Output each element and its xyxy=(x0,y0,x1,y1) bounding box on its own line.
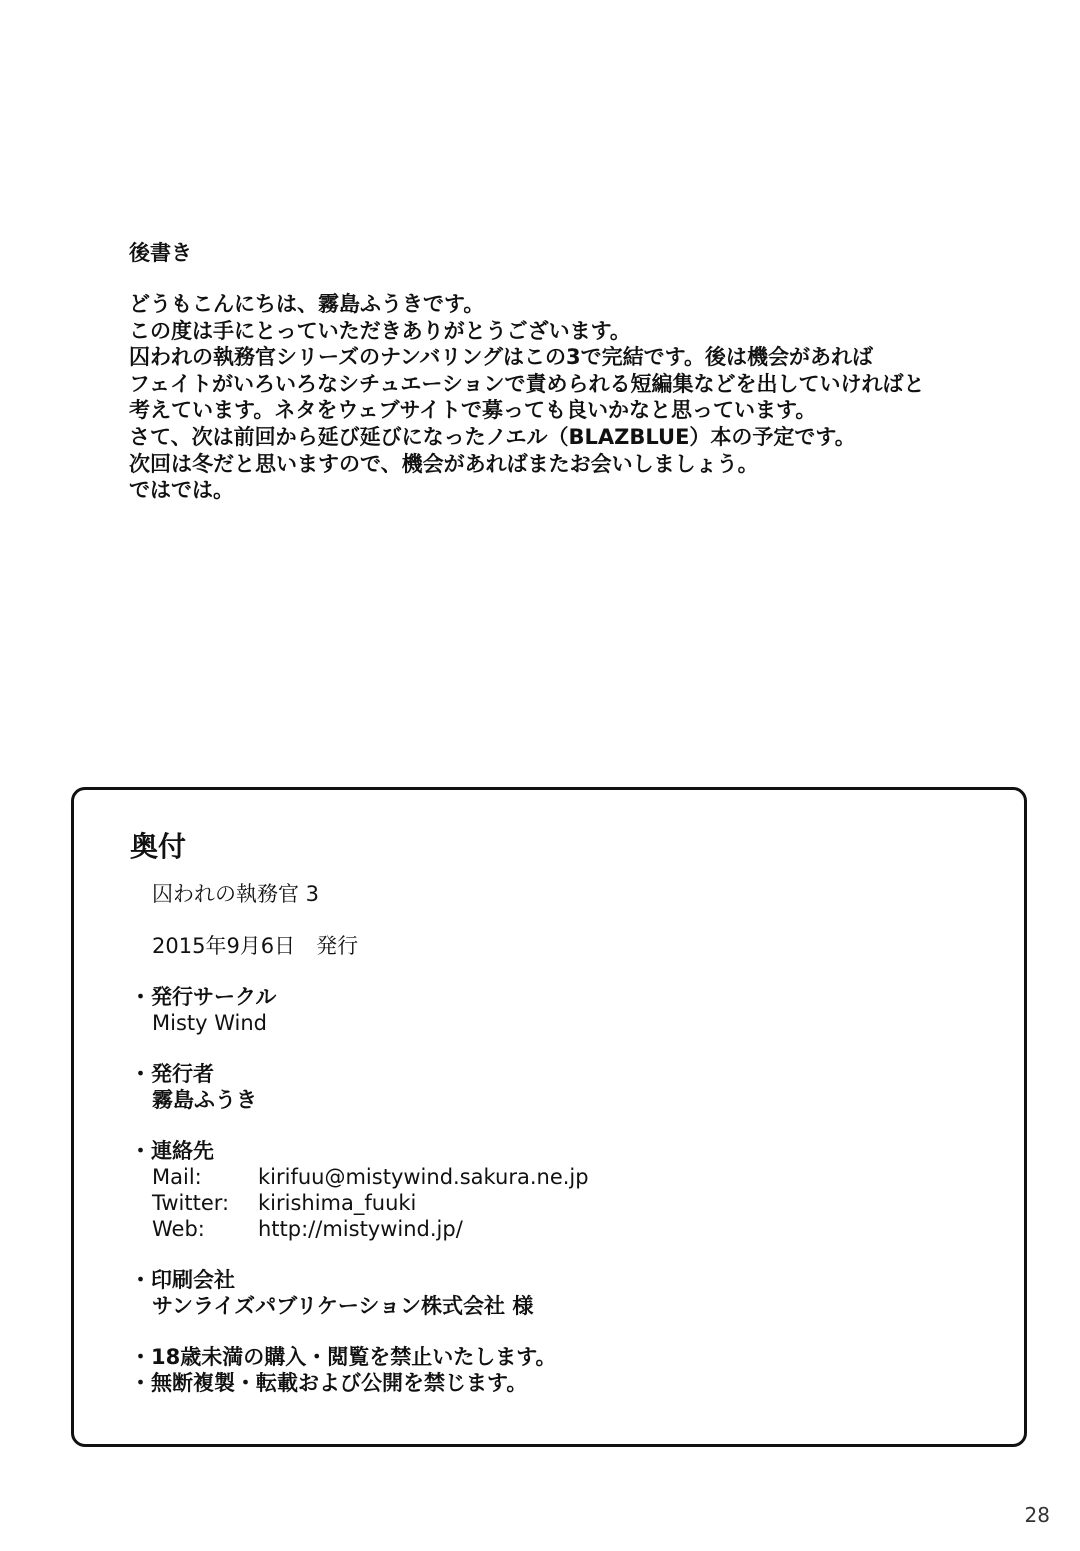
afterword-line: 考えています。ネタをウェブサイトで募っても良いかなと思っています。 xyxy=(129,398,817,423)
afterword-line: さて、次は前回から延び延びになったノエル（BLAZBLUE）本の予定です。 xyxy=(129,424,856,449)
afterword-line: どうもこんにちは、霧島ふうきです。 xyxy=(129,292,485,316)
colophon-box xyxy=(71,787,1027,1447)
afterword-title: 後書き xyxy=(129,241,192,265)
publisher-heading: ・発行者 xyxy=(130,1062,214,1086)
afterword-line: この度は手にとっていただきありがとうございます。 xyxy=(129,318,631,343)
book-title: 囚われの執務官 3 xyxy=(152,882,320,906)
page-number: 28 xyxy=(1024,1503,1050,1527)
contact-label: Twitter: xyxy=(152,1191,230,1215)
afterword-section xyxy=(129,239,1049,504)
contact-web-value: http://mistywind.jp/ xyxy=(258,1217,463,1241)
contact-label: Web: xyxy=(152,1217,205,1241)
printer-name: サンライズパブリケーション株式会社 様 xyxy=(152,1294,534,1318)
contact-twitter-value: kirishima_fuuki xyxy=(258,1191,417,1215)
afterword-line: 囚われの執務官シリーズのナンバリングはこの3で完結です。後は機会があれば xyxy=(129,345,873,370)
issue-date: 2015年9月6日 発行 xyxy=(152,934,359,958)
contact-label: Mail: xyxy=(152,1165,202,1189)
circle-name: Misty Wind xyxy=(152,1011,268,1035)
publisher-name: 霧島ふうき xyxy=(152,1088,257,1112)
afterword-line: 次回は冬だと思いますので、機会があればまたお会いしましょう。 xyxy=(129,451,759,476)
printer-heading: ・印刷会社 xyxy=(130,1268,235,1292)
circle-heading: ・発行サークル xyxy=(130,985,277,1009)
contact-mail-value: kirifuu@mistywind.sakura.ne.jp xyxy=(258,1165,589,1189)
contact-row-twitter xyxy=(152,1190,416,1216)
notice-copyright: ・無断複製・転載および公開を禁じます。 xyxy=(130,1371,528,1395)
contact-heading: ・連絡先 xyxy=(130,1139,214,1163)
contact-row-mail xyxy=(152,1164,589,1190)
notice-age-restriction: ・18歳未満の購入・閲覧を禁止いたします。 xyxy=(130,1345,557,1369)
colophon-title: 奥付 xyxy=(130,830,187,863)
afterword-line: ではでは。 xyxy=(129,478,234,503)
contact-row-web xyxy=(152,1216,463,1242)
afterword-line: フェイトがいろいろなシチュエーションで責められる短編集などを出していければと xyxy=(129,371,925,396)
